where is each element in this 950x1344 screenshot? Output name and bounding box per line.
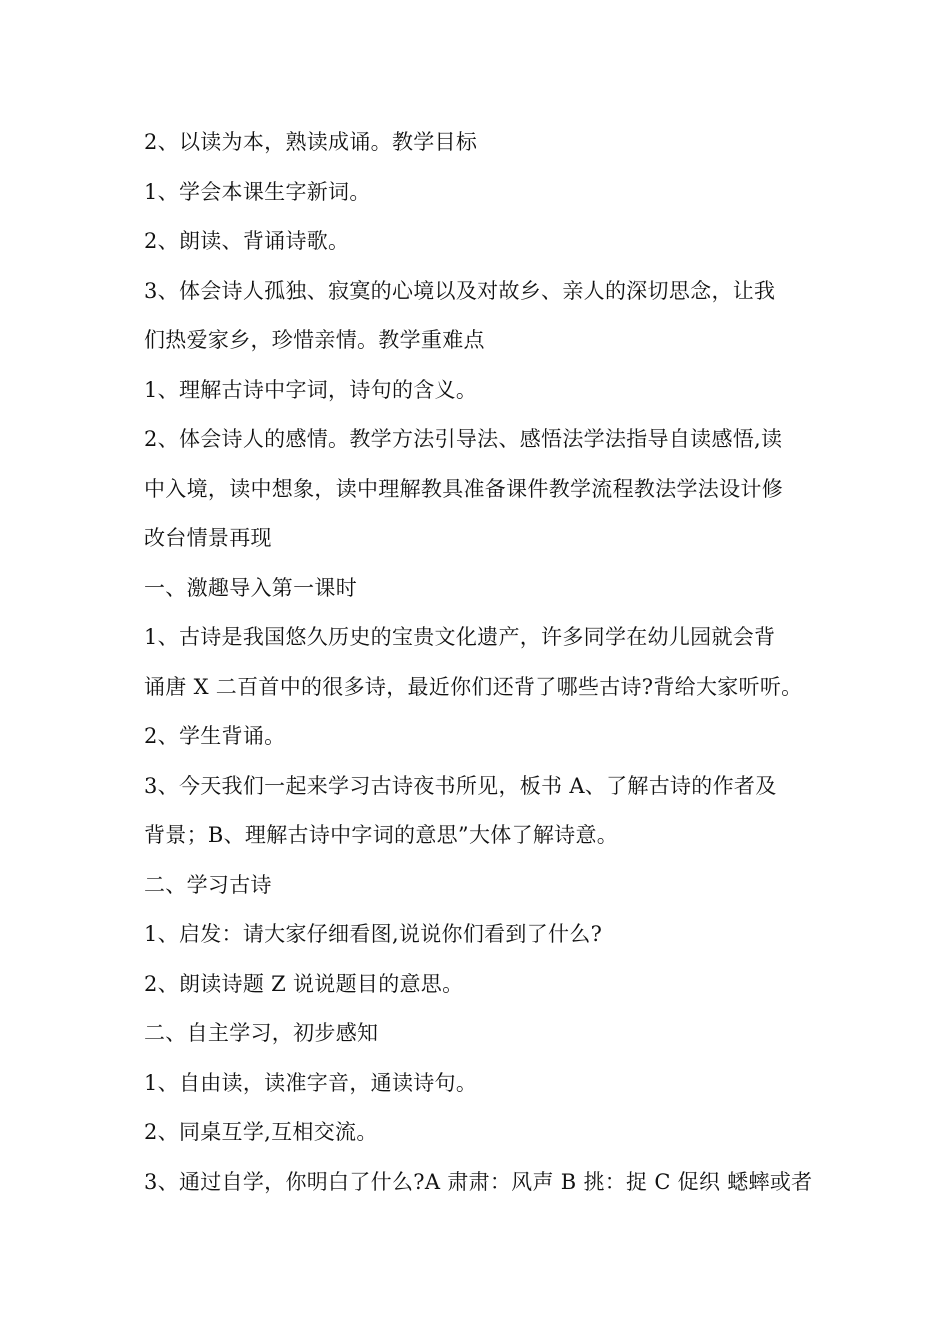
document-body (144, 118, 824, 1207)
section-heading: 二、自主学习，初步感知 (144, 1021, 379, 1045)
text-line: 2、学生背诵。 (144, 724, 286, 748)
text-line: 2、以读为本，熟读成诵。教学目标 (144, 130, 478, 154)
section-heading: 二、学习古诗 (144, 872, 272, 897)
text-line: 1、学会本课生字新词。 (144, 179, 371, 204)
text-line: 2、同桌互学,互相交流。 (144, 1120, 378, 1144)
text-line: 1、理解古诗中字词，诗句的含义。 (144, 377, 478, 402)
text-line: 2、朗读、背诵诗歌。 (144, 229, 350, 253)
text-line: 背景；B、理解古诗中字词的意思”大体了解诗意。 (144, 823, 619, 847)
text-line: 1、古诗是我国悠久历史的宝贵文化遗产，许多同学在幼儿园就会背 (144, 625, 776, 649)
section-heading: 一、激趣导入第一课时 (144, 575, 357, 600)
text-line: 中入境，读中想象，读中理解教具准备课件教学流程教法学法设计修 (144, 476, 783, 501)
text-line: 1、启发：请大家仔细看图,说说你们看到了什么? (144, 922, 603, 946)
text-line: 改台情景再现 (144, 526, 272, 550)
text-line: 3、体会诗人孤独、寂寞的心境以及对故乡、亲人的深切思念，让我 (144, 278, 776, 303)
text-line: 诵唐 X 二百首中的很多诗，最近你们还背了哪些古诗?背给大家听听。 (144, 674, 803, 699)
text-line: 2、朗读诗题 Z 说说题目的意思。 (144, 971, 464, 996)
text-line: 1、自由读，读准字音，通读诗句。 (144, 1070, 478, 1095)
text-line: 2、体会诗人的感情。教学方法引导法、感悟法学法指导自读感悟,读 (144, 427, 783, 451)
text-line: 们热爱家乡，珍惜亲情。教学重难点 (144, 328, 485, 352)
text-line: 3、通过自学，你明白了什么?A 肃肃：风声 B 挑：捉 C 促织 蟋蟀或者 (144, 1169, 813, 1194)
text-line: 3、今天我们一起来学习古诗夜书所见，板书 A、了解古诗的作者及 (144, 773, 777, 798)
